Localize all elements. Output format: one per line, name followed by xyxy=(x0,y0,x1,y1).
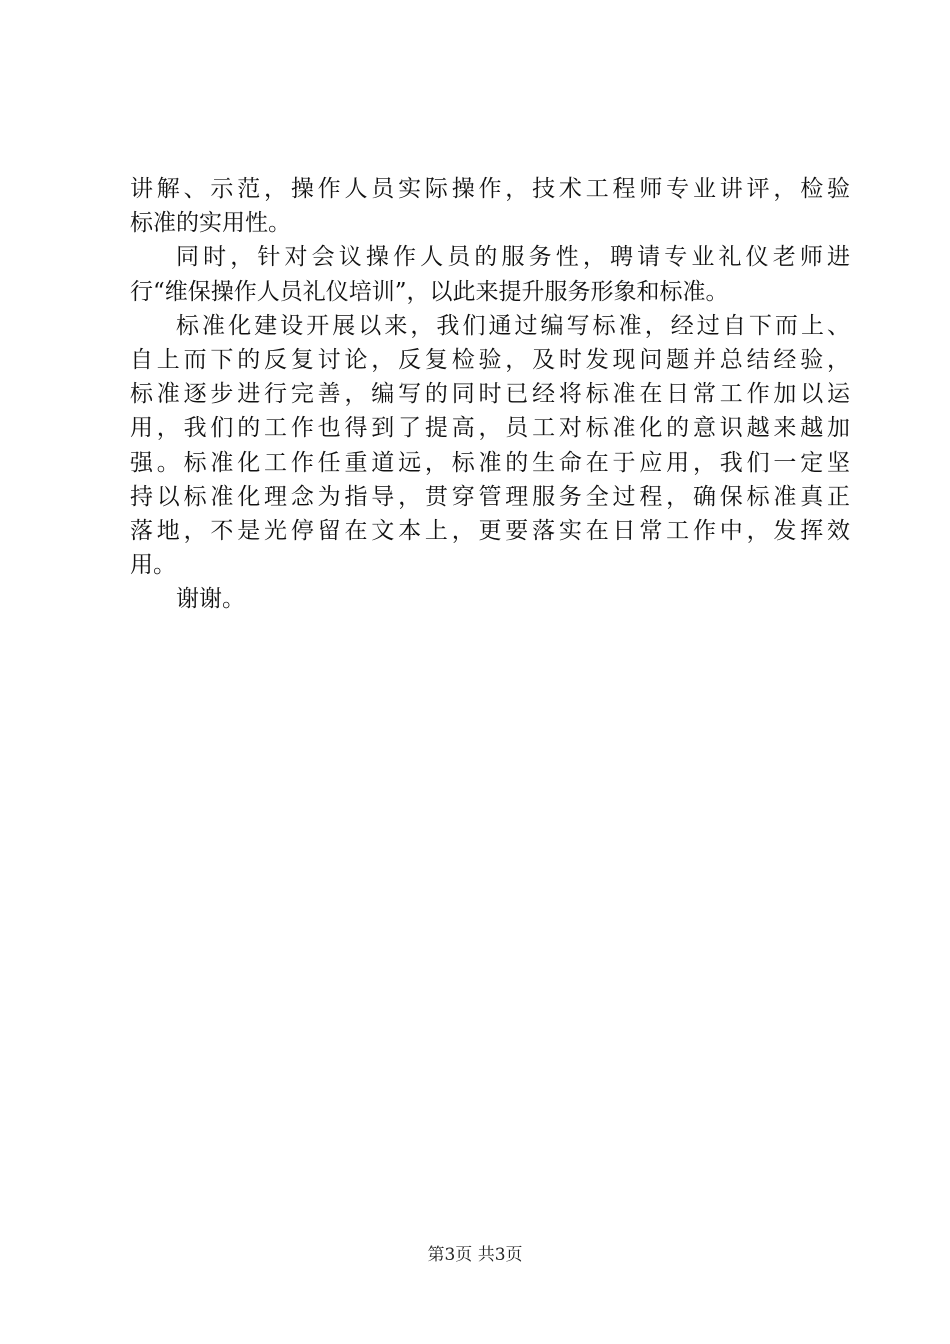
text-line: 讲解、示范，操作人员实际操作，技术工程师专业讲评，检验 xyxy=(130,176,850,202)
text-line: 用，我们的工作也得到了提高，员工对标准化的意识越来越加 xyxy=(130,415,850,442)
text-line: 持以标准化理念为指导，贯穿管理服务全过程，确保标准真正 xyxy=(130,483,850,510)
text-line: 谢谢。 xyxy=(176,586,245,613)
paragraph xyxy=(130,582,850,616)
text-line: 用。 xyxy=(130,552,176,579)
text-line: 行“维保操作人员礼仪培训”，以此来提升服务形象和标准。 xyxy=(130,278,729,305)
paragraph xyxy=(130,240,850,308)
paragraph xyxy=(130,172,850,240)
text-line: 标准逐步进行完善，编写的同时已经将标准在日常工作加以运 xyxy=(130,381,850,408)
text-line: 同时，针对会议操作人员的服务性，聘请专业礼仪老师进 xyxy=(176,244,850,271)
paragraph xyxy=(130,309,850,583)
page-number: 第3页 共3页 xyxy=(427,1245,523,1265)
text-line: 落地，不是光停留在文本上，更要落实在日常工作中，发挥效 xyxy=(130,518,850,545)
text-line: 强。标准化工作任重道远，标准的生命在于应用，我们一定坚 xyxy=(130,449,850,476)
text-line: 自上而下的反复讨论，反复检验，及时发现问题并总结经验， xyxy=(130,347,850,374)
document-body xyxy=(130,172,850,617)
page-footer xyxy=(0,1243,950,1267)
text-line: 标准化建设开展以来，我们通过编写标准，经过自下而上、 xyxy=(176,312,850,339)
text-line: 标准的实用性。 xyxy=(130,210,291,237)
